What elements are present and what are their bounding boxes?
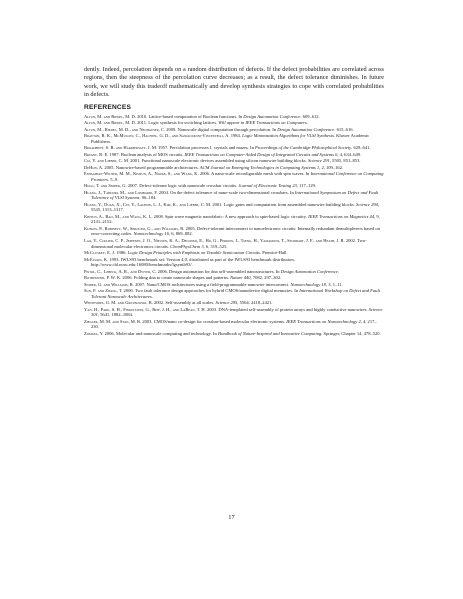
reference-text: 2003. CMOS/nano co-design for crossbar-based molecular electronic systems. — [141, 318, 287, 324]
reference-text: 2005. Nanowire-based programmable architectures. — [103, 164, 200, 170]
reference-text: 2003. DNA-templated self-assembly of protein arrays and highly conductive nanowires. — [205, 306, 369, 312]
reference-venue: International Symposium on Defect and Fault Tolerance of VLSI Systems — [91, 189, 379, 201]
intro-paragraph: dently. Indeed, percolation depends on a random distribution of defects. If the defect probabilities are correlated across regions, then the steepness of the percolation curve decreases; as a result, the defect tolerance diminishes. In future work, we will study this tradeoff mathematically and develop synthesis strategies to cope with correlated probabilities in defects. — [84, 66, 384, 99]
reference-item — [84, 226, 384, 237]
reference-text: 1957. Percolation processes I. crystals and mazes. In — [157, 145, 255, 151]
reference-item — [84, 158, 384, 164]
reference-details: . — [151, 293, 153, 299]
reference-text: 2006. Molecular and nanoscale computing and technology. In — [103, 330, 218, 336]
reference-item — [84, 331, 384, 337]
reference-details: 6, 519–525. — [204, 243, 228, 249]
reference-venue: IEEE Transactions on Magnetics 44, — [308, 213, 376, 219]
reference-details: . Kluwer Academic Publishers. — [91, 133, 370, 144]
reference-details: 6, 869–882. — [170, 231, 193, 237]
reference-authors: Eshaghian-Wilner, M. M., Khitun, A., Navab, S., and Wang, K. — [84, 171, 199, 177]
reference-venue: Journal of Electronic Testing 23, — [238, 183, 298, 189]
reference-authors: Cui, Y. and Lieber, C. M. — [84, 158, 130, 164]
reference-item — [84, 250, 384, 256]
page-number: 17 — [228, 514, 235, 521]
reference-details: . Prentice-Hall. — [259, 250, 288, 256]
reference-venue: Science 295, — [215, 300, 239, 306]
reference-authors: Brayton, R. K., McMullen, C., Hachtel, G. D., and Sangiovanni-Vincentelli, A. — [84, 133, 230, 139]
reference-details: 5505, 851–853. — [330, 158, 361, 164]
reference-authors: Whitesides, G. M. and Grzybowski, B. — [84, 300, 153, 306]
reference-item — [84, 319, 384, 330]
reference-text: 2002. Self-assembly at all scales. — [152, 300, 216, 306]
reference-item — [84, 114, 384, 120]
reference-text: 2008. Spin wave magnetic nanofabric: A new approach to spin-based logic circuitry. — [152, 213, 309, 219]
reference-authors: Altun, M. and Riedel, M. D. — [84, 113, 136, 119]
reference-item — [84, 127, 384, 133]
reference-venue: Science 301, — [91, 306, 383, 318]
reference-venue: IEEE Transactions on Computer-Aided Design of Integrated Circuits and Systems 6, — [184, 151, 339, 157]
reference-authors: Zomaya, Y. — [84, 330, 104, 336]
reference-venue: Nature 440, — [230, 275, 252, 281]
reference-item — [84, 257, 384, 268]
reference-authors: Pistol, C., Lebeck, A. R., and Dwyer, C. — [84, 268, 157, 274]
reference-item — [84, 145, 384, 151]
reference-authors: Altun, M. and Riedel, M. D. — [84, 120, 136, 126]
reference-item — [84, 190, 384, 201]
reference-item — [84, 282, 384, 288]
reference-details: . 629–641. — [351, 145, 371, 151]
reference-details: . 96–104. — [139, 195, 157, 201]
reference-details: 4, 217–230. — [91, 318, 377, 330]
reference-details: 9, 2141–2152. — [91, 213, 380, 225]
reference-item — [84, 171, 384, 182]
reference-item — [84, 288, 384, 299]
reference-text: 2006. A nano-scale reconfigurable mesh with spin waves. In — [198, 171, 311, 177]
reference-item — [84, 133, 384, 144]
reference-item — [84, 152, 384, 158]
reference-details: 2, 109–162. — [320, 164, 344, 170]
reference-text: 2007. Defect-tolerant logic with nanoscale crossbar circuits. — [126, 183, 239, 189]
reference-authors: Bryant, R. E. — [84, 151, 109, 157]
reference-text: 2001. Logic gates and computation from assembled nanowire building blocks. — [211, 201, 357, 207]
reference-text: 1984. — [229, 133, 243, 139]
reference-authors: Huang, J., Tahoori, M., and Lombardi, F. — [84, 189, 158, 195]
reference-authors: Yan, H., Park, S. H., Finkelstein, G., Reif, J. H., and LaBean, T. H. — [84, 306, 206, 312]
reference-details: 3, 1–11. — [327, 281, 343, 287]
reference-details: . — [337, 268, 339, 274]
reference-details: . 615–616. — [334, 126, 354, 132]
reference-details: 5641, 1882–1884. — [98, 312, 134, 318]
references-heading: REFERENCES — [84, 103, 132, 111]
reference-item — [84, 238, 384, 249]
reference-item — [84, 300, 384, 306]
reference-venue: Nanotechnology 16, — [133, 231, 171, 237]
reference-text: 2006. Design automation for dna self-assembled nanostructures. In — [156, 268, 281, 274]
reference-authors: Rothemund, P. W. K. — [84, 275, 122, 281]
reference-venue: Logic Minimization Algorithms for VLSI Synthesis — [242, 133, 334, 139]
reference-venue: Handbook of Nature-Inspired and Innovative Computing — [217, 330, 322, 336]
reference-text: 2009. Nanoscale digital computation through percolation. In — [165, 126, 278, 132]
reference-text: 2011. Logic synthesis for switching lattices. — [135, 120, 219, 126]
reference-details: 5545, 1313–1317. — [91, 207, 124, 213]
reference-item — [84, 214, 384, 225]
reference-authors: Khitun, A., Bao, M., and Wang, K. L. — [84, 213, 153, 219]
reference-item — [84, 183, 384, 189]
reference-authors: Kuekes, P., Robinett, W., Seroussi, G., and Williams, R. — [84, 225, 185, 231]
reference-authors: Hogg, T. and Snider, G. — [84, 183, 127, 189]
reference-item — [84, 307, 384, 318]
reference-text: 2006. Two fault tolerance design approaches for hybrid CMOS/nanodevice digital memories. In — [122, 288, 300, 294]
reference-authors: McElvain, K. — [84, 256, 109, 262]
reference-authors: Huang, Y., Duan, X., Cui, Y., Lauhon, L. J., Kim, K., and Lieber, C. M. — [84, 201, 212, 207]
reference-venue: Will appear in IEEE Transactions on Computers — [218, 120, 307, 126]
reference-text: 2006. Folding dna to create nanoscale shapes and patterns. — [121, 275, 231, 281]
reference-details: 7082, 297–302. — [251, 275, 282, 281]
reference-venue: Logic Design Principles with Emphasis on Testable Semicustom Circuits — [127, 250, 260, 256]
reference-venue: ChemPhysChem 3, — [170, 243, 205, 249]
reference-item — [84, 269, 384, 275]
reference-venue: Design Automation Conference — [280, 268, 338, 274]
reference-details: 4, 634–649. — [338, 151, 362, 157]
reference-text: 1987. Boolean analysis of MOS circuits. — [108, 151, 185, 157]
reference-details: 5564, 2418–2421. — [238, 300, 273, 306]
reference-venue: Nanotechnology 18, — [290, 281, 328, 287]
reference-authors: Sun, F. and Zhang, T. — [84, 288, 123, 294]
reference-venue: ACM Journal on Emerging Technologies in Computing Systems 1, — [199, 164, 321, 170]
page-content — [84, 66, 384, 337]
reference-authors: Snider, G. and Williams, R. — [84, 281, 134, 287]
reference-authors: Broadbent, S. R. and Hammersley, J. M. — [84, 145, 157, 151]
reference-venue: Science 291, — [307, 158, 331, 164]
reference-details: . — [306, 120, 308, 126]
reference-text: 1986. — [115, 250, 128, 256]
reference-authors: Altun, M., Riedel, M. D., and Neuhauser, C. — [84, 126, 166, 132]
reference-venue: International Workshop on Defect and Fault Tolerant Nanoscale Architectures — [91, 288, 380, 299]
reference-details: . 609–612. — [300, 113, 320, 119]
reference-venue: Proceedings of the Cambridge Philosophical Society — [254, 145, 352, 151]
reference-venue: Science 294, — [356, 201, 380, 207]
reference-details: . Springer, Chapter 14, 478–520. — [321, 330, 381, 336]
reference-text: 2004. On the defect tolerance of nano-scale two-dimensional crossbars. In — [157, 189, 295, 195]
reference-item — [84, 120, 384, 126]
reference-venue: Design Automation Conference — [277, 126, 335, 132]
reference-text: 2007. Nano/CMOS architectures using a field-programmable nanowire interconnect. — [133, 281, 291, 287]
reference-item — [84, 202, 384, 213]
reference-authors: Lao, Y., Collier, C. P., Jeppesen, J. O., Nielsen, K. A., Delonno, E., Ho, G., Perkins, J., Tseng, H., Yamamoto, T., Stoddart, J. F., and Heath, J. R. — [84, 237, 345, 243]
reference-list — [84, 114, 384, 337]
reference-authors: Ziegler, M. M. and Stan, M. R. — [84, 318, 142, 324]
reference-text: 2010. Lattice-based computation of Boolean functions. In — [135, 113, 244, 119]
reference-details: 117–129. — [298, 183, 317, 189]
reference-text: 2005. Defect-tolerant interconnect to nanoelectronic circuits: Internally redundant demultiplexers based on error-correcting codes. — [91, 225, 380, 237]
reference-item — [84, 275, 384, 281]
reference-text: 1993. IWLS93 benchmark set: Version 4.0, distributed as part of the IWLS93 benchmark distribution, http://www.cbl.ncsu.edu:16080/benchmarks/lgsynth93/. — [91, 256, 295, 268]
reference-item — [84, 165, 384, 171]
reference-authors: McCluskey, E. J. — [84, 250, 116, 256]
reference-authors: DeHon, A. — [84, 164, 104, 170]
reference-details: . 5–9. — [108, 176, 119, 182]
reference-venue: IEEE Transactions on Nanotechnology 2, — [286, 318, 362, 324]
reference-venue: International Conference on Computing Frontiers — [91, 171, 384, 182]
reference-text: 2002. Two-dimensional molecular electronics circuits. — [91, 237, 367, 249]
reference-venue: Design Automation Conference — [243, 113, 301, 119]
reference-text: 2001. Functional nanoscale electronic devices assembled using silicon nanowire building blocks. — [129, 158, 308, 164]
